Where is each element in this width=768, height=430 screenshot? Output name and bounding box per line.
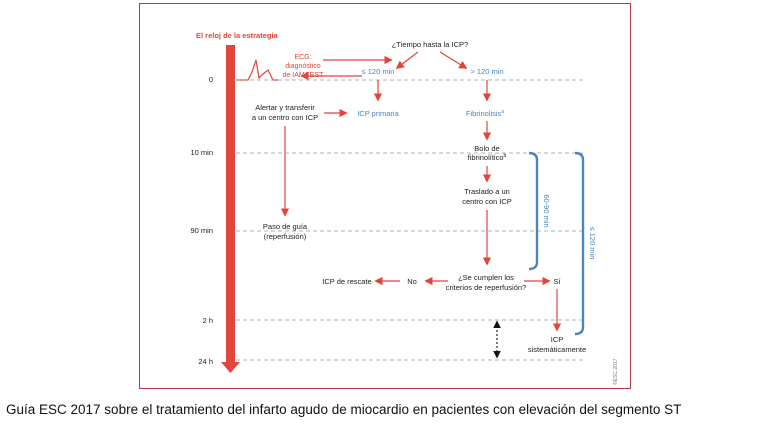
criteria-label-2: criterios de reperfusión? [445,283,527,292]
icp-primaria: ICP primaria [357,109,399,118]
time-2h: 2 h [202,316,213,325]
alert-label-2: a un centro con ICP [251,113,319,122]
traslado-label-2: centro con ICP [462,197,512,206]
icp-rescate: ICP de rescate [322,277,372,286]
bolo-label-1: Bolo de [474,144,500,153]
arrow-question-to-le120 [397,52,418,68]
bracket-60-90 [529,153,537,269]
ecg-trace [236,60,278,80]
time-90min: 90 min [190,226,213,235]
ecg-label-3: de IAMCEST [282,72,324,79]
time-question: ¿Tiempo hasta la ICP? [391,40,469,49]
figure-caption: Guía ESC 2017 sobre el tratamiento del infarto agudo de miocardio en pacientes con elevación del segmento ST [6,402,682,417]
ecg-label-2: diagnóstico [285,63,321,70]
clock-bar [226,45,235,363]
paso-label-2: (reperfusión) [263,232,307,241]
label-gt120: > 120 min [470,67,504,76]
label-le120: ≤ 120 min [361,67,395,76]
bracket-120 [575,153,583,334]
label-si: Sí [553,277,561,286]
paso-label-1: Paso de guía [262,222,308,231]
arrow-question-to-gt120 [440,52,466,68]
time-24h: 24 h [198,357,213,366]
clock-title: El reloj de la estrategia [196,31,278,40]
bracket-120-label: ≤ 120 min [588,226,597,260]
fibrinolisis: Fibrinolisis$^a$ [465,109,505,118]
clock-arrowhead [221,362,240,373]
icp-sist-label-1: ICP [550,335,564,344]
ecg-label-1: ECG: [294,54,312,61]
alert-label-1: Alertar y transferir [255,103,315,112]
bolo-label-2: fibrinolítico$^b$ [467,153,507,162]
time-10min: 10 min [190,148,213,157]
bracket-60-90-label: 60-90 min [542,194,551,228]
copyright: ©ESC 2017 [613,358,619,385]
traslado-label-1: Traslado a un [464,187,510,196]
time-0: 0 [208,75,213,84]
criteria-label-1: ¿Se cumplen los [458,273,514,282]
icp-sist-label-2: sistemáticamente [527,345,587,354]
label-no: No [407,277,417,286]
